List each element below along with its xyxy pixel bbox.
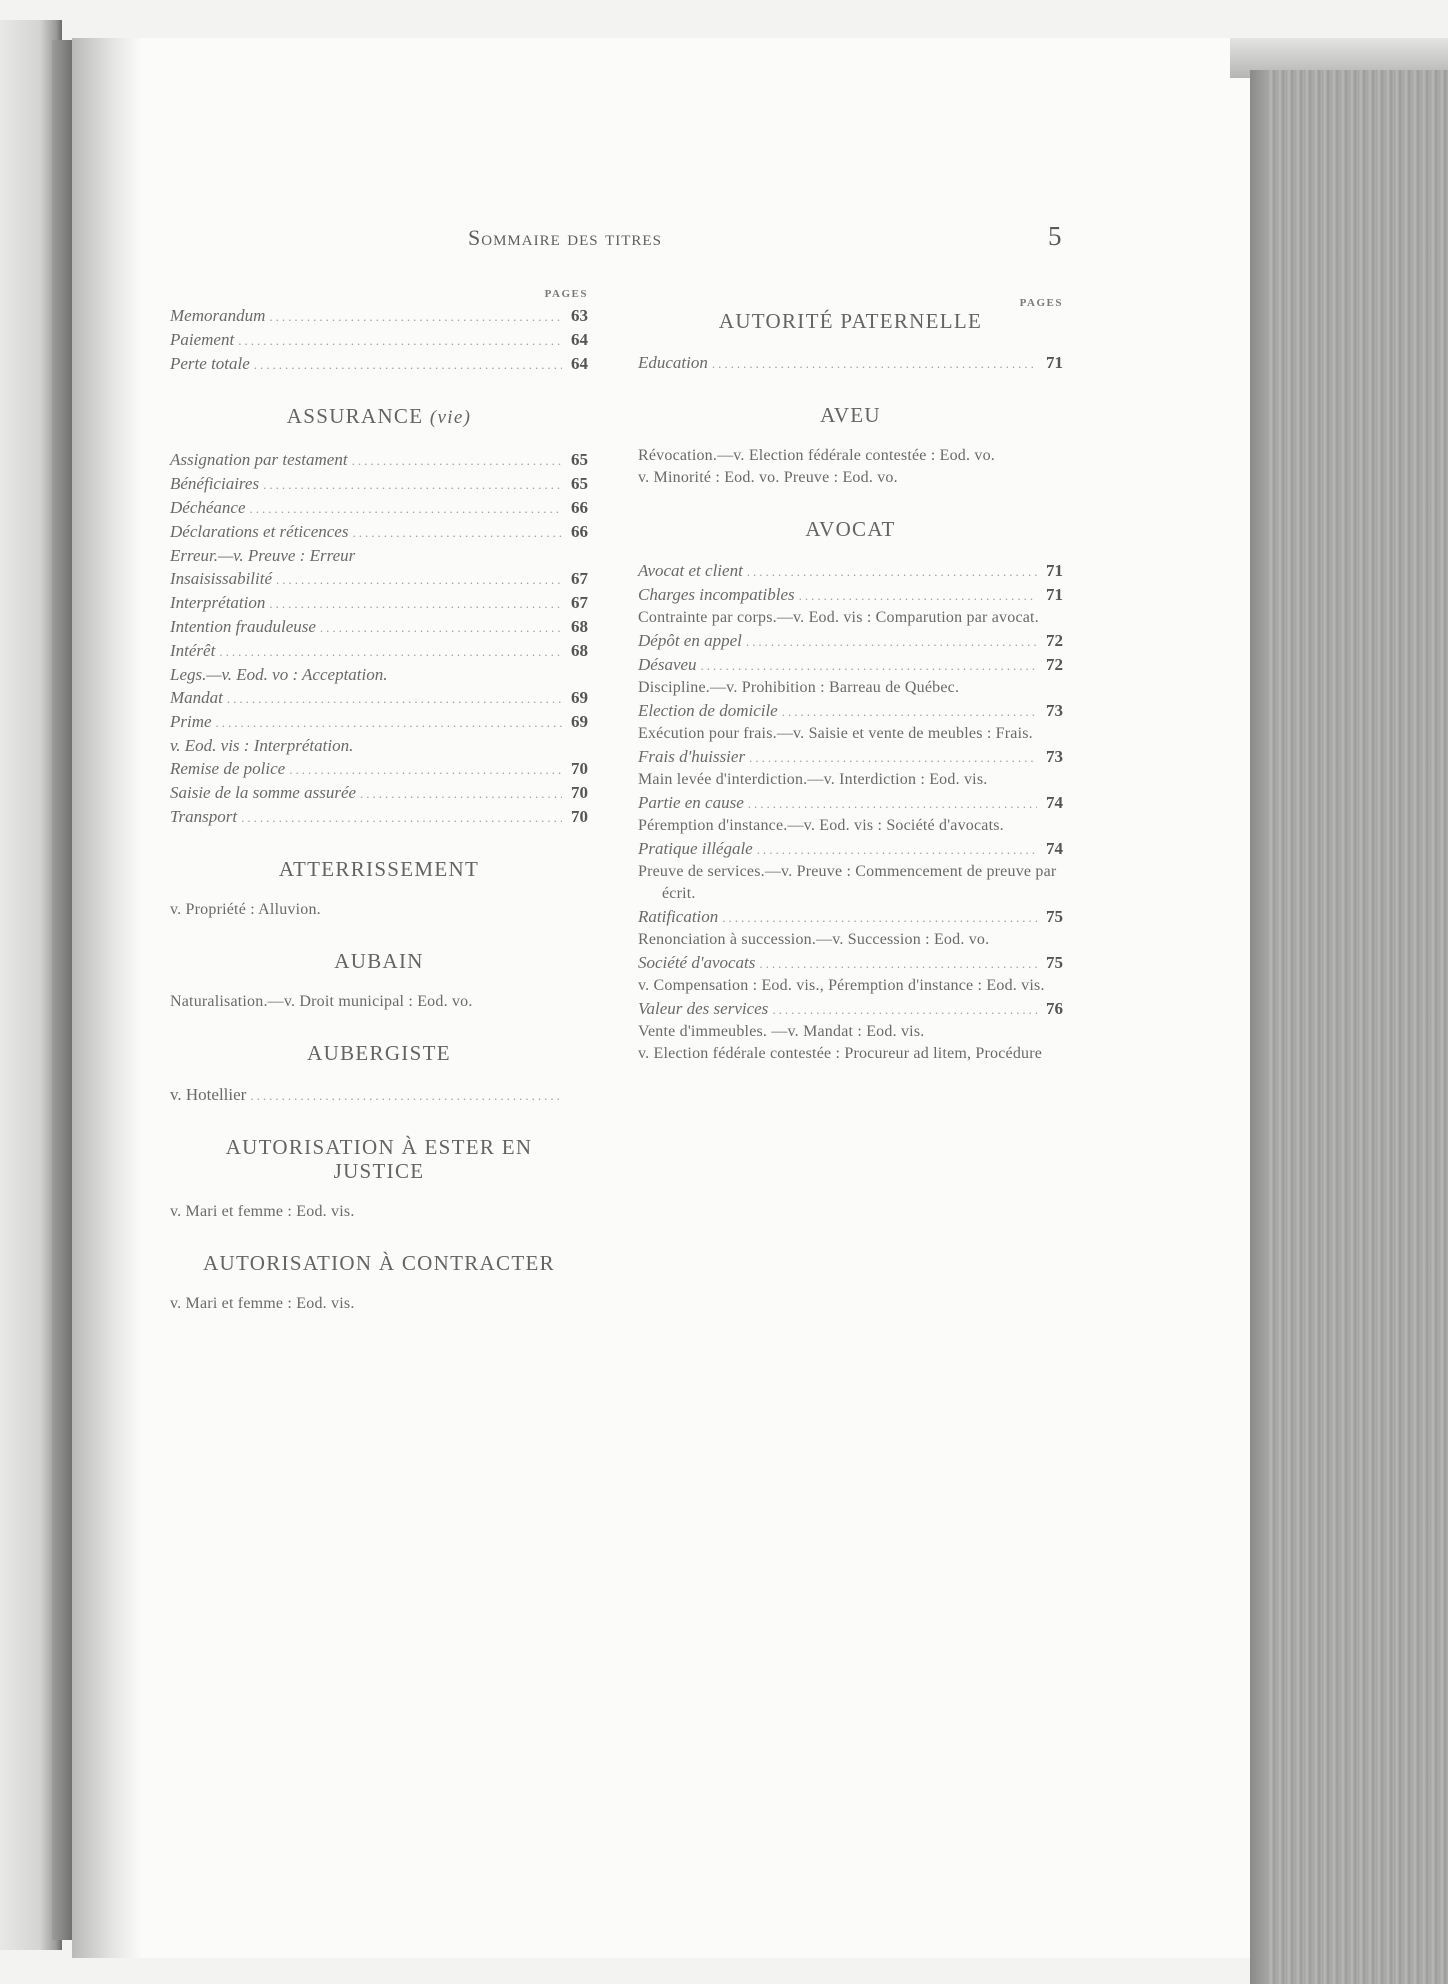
entry-term: Avocat et client	[638, 561, 743, 580]
heading-atterrissement: ATTERRISSEMENT	[278, 857, 480, 881]
leader-dots	[254, 353, 562, 376]
leader-dots	[782, 700, 1037, 723]
page-number: 5	[1048, 221, 1062, 251]
index-entry	[170, 567, 588, 591]
pages-label: PAGES	[1019, 297, 1063, 309]
index-entry	[170, 615, 588, 639]
index-entry	[170, 734, 588, 757]
leader-dots	[352, 521, 562, 544]
index-entry	[170, 663, 588, 686]
running-head-title: Sommaire des titres	[468, 225, 662, 250]
leader-dots	[749, 746, 1037, 769]
heading-aubain: AUBAIN	[334, 949, 424, 973]
index-entry	[638, 351, 1063, 375]
leader-dots	[289, 758, 562, 781]
entry-term: v. Hotellier	[170, 1085, 247, 1104]
entry-page: 73	[1046, 701, 1063, 720]
leader-dots	[250, 497, 562, 520]
index-entry	[170, 781, 588, 805]
entry-term: Assignation par testament	[170, 450, 348, 469]
index-entry	[638, 745, 1063, 769]
leader-dots	[799, 584, 1037, 607]
leader-dots	[746, 630, 1037, 653]
entry-page: 66	[571, 522, 588, 541]
entry-page: 75	[1046, 953, 1063, 972]
leader-dots	[772, 998, 1037, 1021]
entry-page: 69	[571, 712, 588, 731]
index-entry	[170, 757, 588, 781]
entry-term: Société d'avocats	[638, 953, 756, 972]
index-entry	[638, 905, 1063, 929]
index-entry	[170, 448, 588, 472]
index-entry	[638, 791, 1063, 815]
entry-page: 67	[571, 569, 588, 588]
heading-suffix: (vie)	[429, 407, 472, 428]
heading-autorisation-contracter: AUTORISATION À CONTRACTER	[203, 1251, 555, 1275]
cross-reference: Exécution pour frais.—v. Saisie et vente de meubles : Frais.	[638, 725, 1033, 742]
entry-term: Bénéficiaires	[170, 474, 260, 493]
entry-term: Intérêt	[170, 641, 216, 660]
entry-term: Charges incompatibles	[638, 585, 795, 604]
index-entry	[170, 328, 588, 352]
heading-autorisation-ester	[170, 1135, 588, 1183]
entry-page: 71	[1046, 561, 1063, 580]
cross-reference: Contrainte par corps.—v. Eod. vis : Comparution par avocat.	[638, 609, 1039, 626]
aveu-list	[638, 445, 1063, 489]
entry-term: Intention frauduleuse	[170, 617, 316, 636]
entry-term: v. Eod. vis : Interprétation.	[170, 736, 354, 755]
leader-dots	[320, 616, 562, 639]
entry-term: Déchéance	[170, 498, 246, 517]
entry-term: Frais d'huissier	[638, 747, 746, 766]
heading-aubergiste: AUBERGISTE	[307, 1041, 451, 1065]
entry-term: Insaisissabilité	[170, 569, 273, 588]
entry-page: 74	[1046, 793, 1063, 812]
entry-page: 69	[571, 688, 588, 707]
entry-term: Transport	[170, 807, 238, 826]
left-intro-list	[170, 304, 588, 376]
entry-page: 75	[1046, 907, 1063, 926]
entry-page: 65	[571, 450, 588, 469]
cross-reference: Péremption d'instance.—v. Eod. vis : Société d'avocats.	[638, 817, 1004, 834]
right-column	[638, 297, 1063, 1065]
leader-dots	[250, 1084, 562, 1107]
index-entry	[170, 304, 588, 328]
leader-dots	[216, 711, 562, 734]
entry-page: 64	[571, 354, 588, 373]
entry-page: 70	[571, 807, 588, 826]
leader-dots	[712, 352, 1037, 375]
avocat-list	[638, 559, 1063, 1065]
pages-label: PAGES	[544, 288, 588, 300]
entry-term: Désaveu	[638, 655, 697, 674]
leader-dots	[747, 560, 1037, 583]
entry-page: 72	[1046, 631, 1063, 650]
ref-autorisation-contracter: v. Mari et femme : Eod. vis.	[170, 1295, 355, 1312]
entry-hotellier	[170, 1083, 588, 1107]
index-entry	[170, 710, 588, 734]
ref-atterrissement: v. Propriété : Alluvion.	[170, 901, 321, 918]
cross-reference: Vente d'immeubles. —v. Mandat : Eod. vis.	[638, 1023, 925, 1040]
leader-dots	[360, 782, 562, 805]
entry-term: Erreur.—v. Preuve : Erreur	[170, 546, 356, 565]
entry-term: Memorandum	[170, 306, 266, 325]
leader-dots	[219, 640, 562, 663]
index-entry	[638, 629, 1063, 653]
cross-reference: Preuve de services.—v. Preuve : Commencement de preuve par écrit.	[638, 863, 1057, 902]
leader-dots	[722, 906, 1037, 929]
heading-line: AUTORISATION À ESTER EN	[225, 1135, 533, 1159]
index-entry	[638, 997, 1063, 1021]
leader-dots	[269, 592, 562, 615]
leader-dots	[263, 473, 562, 496]
entry-page: 68	[571, 641, 588, 660]
cross-reference: v. Compensation : Eod. vis., Péremption d'instance : Eod. vis.	[638, 977, 1045, 994]
entry-term: Election de domicile	[638, 701, 778, 720]
leader-dots	[241, 806, 562, 829]
entry-term: Mandat	[170, 688, 223, 707]
page-gutter	[72, 38, 142, 1958]
index-entry	[170, 544, 588, 567]
index-entry	[170, 352, 588, 376]
book-page-edges	[1250, 70, 1448, 1984]
index-entry	[638, 837, 1063, 861]
heading-avocat: AVOCAT	[805, 517, 896, 541]
index-entry	[170, 686, 588, 710]
heading-aveu: AVEU	[820, 403, 881, 427]
entry-page: 71	[1046, 353, 1063, 372]
index-entry	[638, 699, 1063, 723]
entry-page: 63	[571, 306, 588, 325]
ref-aubain: Naturalisation.—v. Droit municipal : Eod. vo.	[170, 993, 473, 1010]
index-entry	[170, 496, 588, 520]
entry-page: 74	[1046, 839, 1063, 858]
entry-page: 70	[571, 759, 588, 778]
leader-dots	[238, 329, 562, 352]
entry-page: 76	[1046, 999, 1063, 1018]
cross-reference: Discipline.—v. Prohibition : Barreau de Québec.	[638, 679, 960, 696]
entry-term: Prime	[170, 712, 212, 731]
entry-page: 70	[571, 783, 588, 802]
entry-page: 65	[571, 474, 588, 493]
index-entry	[170, 472, 588, 496]
cross-reference: v. Election fédérale contestée : Procureur ad litem, Procédure	[638, 1045, 1043, 1062]
entry-page: 68	[571, 617, 588, 636]
leader-dots	[759, 952, 1037, 975]
entry-page: 66	[571, 498, 588, 517]
entry-term: Pratique illégale	[638, 839, 753, 858]
index-entry	[638, 951, 1063, 975]
leader-dots	[701, 654, 1037, 677]
entry-term: Valeur des services	[638, 999, 769, 1018]
entry-term: Education	[638, 353, 708, 372]
index-entry	[170, 520, 588, 544]
index-entry	[638, 653, 1063, 677]
heading-text: ASSURANCE	[286, 404, 424, 428]
entry-term: Perte totale	[170, 354, 250, 373]
entry-term: Dépôt en appel	[638, 631, 742, 650]
leader-dots	[227, 687, 562, 710]
entry-term: Saisie de la somme assurée	[170, 783, 357, 802]
entry-term: Déclarations et réticences	[170, 522, 349, 541]
entry-page: 71	[1046, 585, 1063, 604]
autorite-list	[638, 351, 1063, 375]
index-entry	[638, 559, 1063, 583]
entry-page: 64	[571, 330, 588, 349]
entry-term: Ratification	[638, 907, 719, 926]
entry-term: Interprétation	[170, 593, 266, 612]
entry-term: Paiement	[170, 330, 235, 349]
entry-term: Partie en cause	[638, 793, 744, 812]
leader-dots	[748, 792, 1037, 815]
leader-dots	[757, 838, 1037, 861]
left-column	[170, 288, 588, 1315]
ref-autorisation-ester: v. Mari et femme : Eod. vis.	[170, 1203, 355, 1220]
heading-line: JUSTICE	[333, 1159, 425, 1183]
page-shadow	[52, 40, 74, 1940]
entry-term: Remise de police	[170, 759, 286, 778]
leader-dots	[276, 568, 562, 591]
assurance-list	[170, 448, 588, 829]
heading-assurance	[170, 404, 588, 430]
index-entry	[638, 583, 1063, 607]
heading-autorite-paternelle: AUTORITÉ PATERNELLE	[718, 309, 983, 333]
cross-reference: Main levée d'interdiction.—v. Interdiction : Eod. vis.	[638, 771, 988, 788]
cross-reference: Renonciation à succession.—v. Succession : Eod. vo.	[638, 931, 990, 948]
index-entry	[170, 639, 588, 663]
cross-reference: Révocation.—v. Election fédérale contestée : Eod. vo.	[638, 447, 995, 464]
leader-dots	[269, 305, 562, 328]
entry-page: 73	[1046, 747, 1063, 766]
entry-page: 67	[571, 593, 588, 612]
entry-page: 72	[1046, 655, 1063, 674]
index-entry	[170, 805, 588, 829]
entry-term: Legs.—v. Eod. vo : Acceptation.	[170, 665, 388, 684]
index-entry	[170, 591, 588, 615]
cross-reference: v. Minorité : Eod. vo. Preuve : Eod. vo.	[638, 469, 898, 486]
leader-dots	[352, 449, 562, 472]
